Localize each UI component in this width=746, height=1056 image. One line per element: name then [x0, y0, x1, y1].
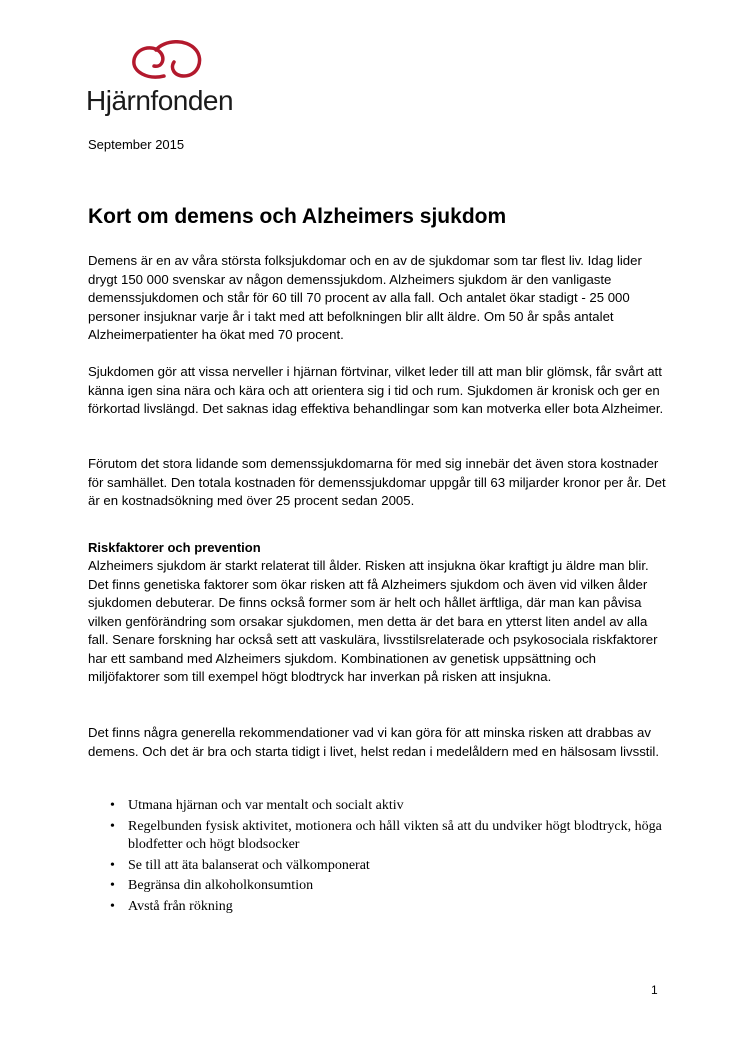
- cost-paragraph: Förutom det stora lidande som demenssjukdomarna för med sig innebär det även stora kostnader för samhället. Den totala kostnaden för demenssjukdomar uppgår till 63 miljarder kronor per år. Det är en kostnadsökning med över 25 procent sedan 2005.: [88, 456, 666, 508]
- list-item: [110, 877, 670, 896]
- disease-paragraph: Sjukdomen gör att vissa nerveller i hjärnan förtvinar, vilket leder till att man blir glömsk, får svårt att känna igen sina nära och kära och att orientera sig i tid och rum. Sjukdomen är kronisk och ger en förkortad livslängd. Det saknas idag effektiva behandlingar som kan motverka eller bota Alzheimer.: [88, 364, 664, 416]
- list-item: [110, 818, 670, 855]
- list-item: [110, 857, 670, 876]
- bullet-icon: •: [110, 857, 115, 873]
- recommendation-list: [110, 797, 670, 918]
- list-item: [110, 898, 670, 917]
- list-item-text: Se till att äta balanserat och välkomponerat: [128, 857, 370, 873]
- bullet-icon: •: [110, 878, 115, 893]
- logo: [86, 40, 256, 120]
- risk-paragraph: Alzheimers sjukdom är starkt relaterat till ålder. Risken att insjukna ökar kraftigt ju äldre man blir. Det finns genetiska faktorer som ökar risken att få Alzheimers sjukdom och även vid vilken ålder sjukdomen debuterar. De finns också former som är helt och hållet ärftliga, där man kan påvisa vilken genförändring som orsakar sjukdomen, men detta är det bara en ytterst liten andel av alla fall. Senare forskning har också sett att vaskulära, livsstilsrelaterade och psykosociala riskfaktorer har ett samband med Alzheimers sjukdom. Kombinationen av genetisk uppsättning och miljöfaktorer som till exempel högt blodtryck har inverkan på risken att insjukna.: [88, 558, 658, 684]
- bullet-icon: •: [110, 898, 115, 914]
- bullet-icon: •: [110, 818, 115, 834]
- list-item-text: Begränsa din alkoholkonsumtion: [128, 878, 314, 893]
- page-title: Kort om demens och Alzheimers sjukdom: [88, 205, 507, 228]
- recommendation-paragraph: Det finns några generella rekommendationer vad vi kan göra för att minska risken att drabbas av demens. Och det är bra och starta tidigt i livet, helst redan i medelåldern med en hälsosam livsstil.: [88, 725, 659, 759]
- document-date: September 2015: [88, 137, 185, 152]
- list-item-text: Utmana hjärnan och var mentalt och socialt aktiv: [128, 798, 404, 813]
- intro-paragraph: Demens är en av våra största folksjukdomar och en av de sjukdomar som tar flest liv. Idag lider drygt 150 000 svenskar av någon demenssjukdom. Alzheimers sjukdom är den vanligaste demenssjukdomen och står för 60 till 70 procent av alla fall. Och antalet ökar stadigt - 25 000 personer insjuknar varje år i takt med att befolkningen blir allt äldre. Om 50 år spås antalet Alzheimerpatienter ha ökat med 70 procent.: [88, 253, 642, 342]
- list-item-text: Regelbunden fysisk aktivitet, motionera och håll vikten så att du undviker högt blodtryck, höga blodfetter och högt blodsocker: [128, 818, 662, 852]
- logo-wordmark: Hjärnfonden: [86, 85, 234, 116]
- bullet-icon: •: [110, 798, 115, 813]
- section-heading: Riskfaktorer och prevention: [88, 540, 261, 555]
- brain-logo-icon: [126, 40, 206, 84]
- list-item-text: Avstå från rökning: [128, 898, 233, 914]
- page-number: 1: [651, 983, 658, 997]
- list-item: [110, 797, 670, 816]
